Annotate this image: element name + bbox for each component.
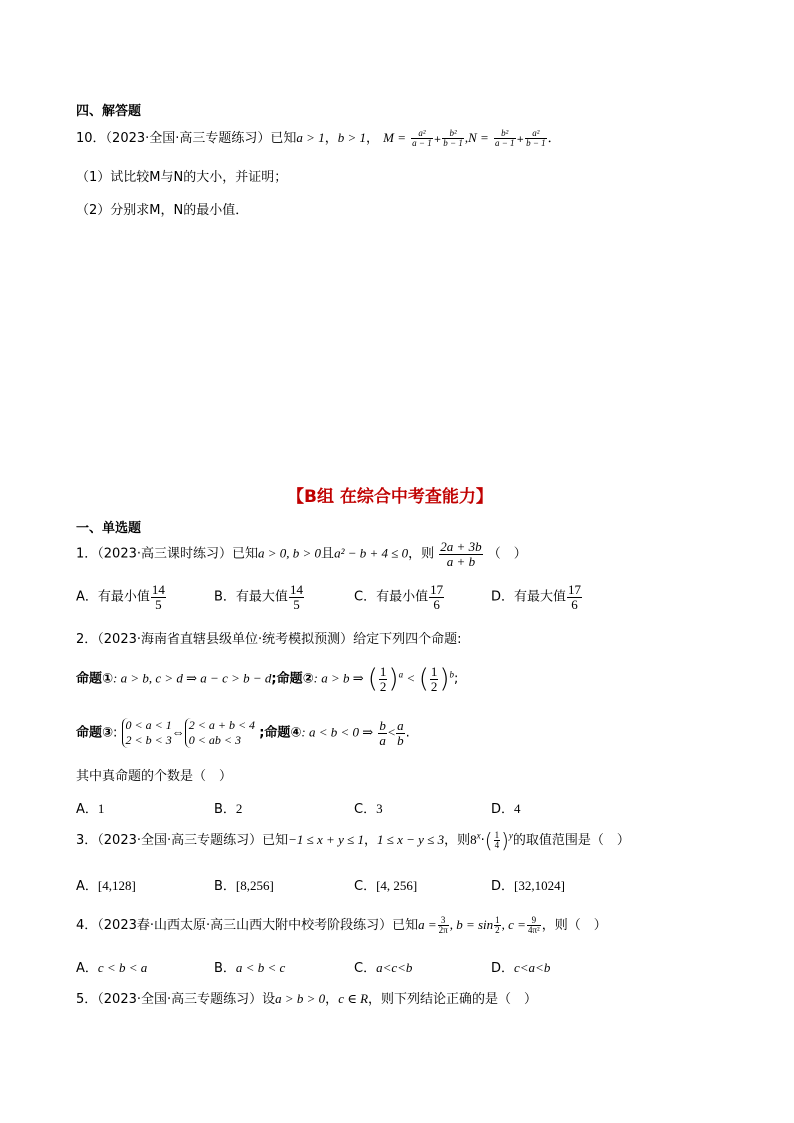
q10-n-frac-2 [525,129,547,149]
base-8: 8 [470,832,477,847]
q4-option-d [491,957,550,976]
frac-num: 9 [527,916,541,926]
frac-num: 14 [151,582,165,597]
section-4-title: 四、解答题 [76,104,142,119]
frac-num: a² [411,129,433,139]
option-text: [8,256] [235,878,274,893]
q5-c-in-r: c ∈ R [338,991,369,1006]
left-paren: ( [367,664,378,695]
option-fraction [289,583,304,611]
q4-a-eq: a = [418,917,437,932]
option-letter: B． [214,589,236,605]
colon: : [113,725,118,741]
frac-den: 2 [430,678,438,694]
q2-propositions-3-4 [76,718,410,748]
frac-den: a + b [446,553,476,569]
q10-comma: , [464,130,469,145]
frac-num: 14 [289,582,303,597]
q2-option-b [214,798,242,817]
frac-num: 1 [379,664,387,679]
q4-c-fraction [527,916,541,936]
frac-num: 1 [494,829,500,840]
frac-den: b − 1 [443,138,463,148]
option-letter: A． [76,961,98,976]
q1-prefix: 1．（2023·高三课时练习）已知 [76,546,258,562]
proposition-4-body: : a < b < 0 ⇒ [301,724,374,740]
q4-b-eq: , b = sin [449,917,494,932]
q10-part-1: （1）试比较M与N的大小，并证明； [76,170,288,185]
q10-cond-a: a > 1 [296,130,325,145]
proposition-4-label: ;命题④ [259,725,302,741]
b-over-a [378,719,387,747]
q3-option-a [76,875,136,894]
option-letter: C． [354,961,377,976]
frac-den: a [379,732,386,748]
frac-num: 17 [430,582,444,597]
option-letter: B． [214,802,236,817]
q4-b-fraction [494,916,501,936]
half-fraction [379,665,388,693]
frac-den: a − 1 [412,138,432,148]
plus-sign: + [433,135,442,145]
frac-den: 6 [571,596,578,612]
option-letter: A． [76,802,98,817]
system-line: 0 < ab < 3 [188,733,241,747]
option-letter: C． [354,589,377,605]
q5-tail: ，则下列结论正确的是（ ） [368,992,538,1007]
question-4 [76,914,607,935]
q10-cond-b: b > 1 [337,130,366,145]
less-than: < [407,670,415,686]
q1-and: 且 [321,546,335,562]
option-text: 1 [97,801,105,816]
q10-part-2: （2）分别求M，N的最小值． [76,203,249,218]
frac-den: 6 [433,596,440,612]
right-paren: ) [501,828,509,853]
q10-period: ． [547,131,561,146]
q3-option-d [491,875,565,894]
frac-num: 3 [438,916,449,926]
option-letter: C． [354,879,377,894]
option-text: 4 [514,801,521,816]
proposition-2-body: : a > b ⇒ [313,670,364,686]
frac-den: 2π [438,925,448,935]
q1-inequality: a² − b + 4 ≤ 0 [334,545,409,561]
option-letter: D． [491,961,515,976]
q3-condition-2: 1 ≤ x − y ≤ 3 [377,832,445,847]
option-letter: B． [214,879,236,894]
option-letter: A． [76,879,98,894]
frac-den: 2 [495,925,500,935]
frac-den: 4π² [527,925,540,935]
q2-option-d [491,798,521,817]
frac-den: b − 1 [526,138,546,148]
q3-option-b [214,875,274,894]
iff-symbol: ⇔ [171,724,185,740]
left-paren: ( [484,828,493,853]
q1-condition: a > 0, b > 0 [258,545,322,561]
option-text: [4, 256] [376,878,418,893]
system-line: 2 < a + b < 4 [188,718,256,732]
q10-comma: ， [324,131,338,146]
q1-option-b [214,583,305,611]
option-text: a < b < c [235,960,286,975]
section-1-title: 一、单选题 [76,521,142,536]
q2-option-a [76,798,104,817]
frac-num: a [397,717,404,733]
q1-then: ，则 [408,546,435,562]
frac-num: b² [442,129,464,139]
q10-known: 已知 [270,131,297,146]
option-text: 有最小值 [97,589,150,605]
frac-num: a² [525,129,547,139]
option-text: [32,1024] [514,878,565,893]
group-b-title: 【B组 在综合中考查能力】 [287,487,493,507]
option-text: 有最大值 [235,589,288,605]
frac-den: 4 [494,840,500,850]
q10-n-label: N = [468,130,489,145]
q5-condition: a > b > 0 [275,991,326,1006]
q10-m-frac-1 [411,129,433,149]
option-text: 2 [235,801,243,816]
proposition-1-body: : a > b, c > d ⇒ a − c > b − d [113,670,272,686]
q3-option-c [354,875,417,894]
left-paren: ( [418,664,429,695]
option-fraction [567,583,582,611]
frac-den: 5 [155,596,162,612]
exponent-y: y [508,830,513,841]
option-text: 有最大值 [514,589,567,605]
option-letter: C． [354,802,377,817]
option-letter: B． [214,961,236,976]
question-2: 2．（2023·海南省直辖县级单位·统考模拟预测）给定下列四个命题: [76,632,462,647]
dot: · [480,833,485,848]
quarter-fraction [494,831,501,851]
frac-num: 2a + 3b [440,539,482,554]
system-line: 2 < b < 3 [125,733,172,747]
q2-question: 其中真命题的个数是（ ） [76,769,233,784]
system-2 [185,718,255,748]
q2-propositions-1-2 [76,665,458,693]
half-fraction [430,665,439,693]
option-fraction [151,583,166,611]
frac-num: 1 [430,664,438,679]
semicolon: ; [454,671,459,687]
option-letter: D． [491,879,515,894]
option-text: c<a<b [514,960,551,975]
option-text: c < b < a [97,960,148,975]
option-fraction [429,583,444,611]
q10-m-label: M = [383,130,407,145]
q1-fraction [439,540,482,568]
option-text: a<c<b [376,960,413,975]
q4-prefix: 4．（2023春·山西太原·高三山西大附中校考阶段练习）已知 [76,918,419,933]
frac-den: 2 [379,678,387,694]
exponent-b: b [449,669,454,680]
question-1 [76,540,527,568]
exponent-x: x [476,830,481,841]
option-text: [4,128] [97,878,136,893]
proposition-1-label: 命题① [76,671,114,687]
q4-option-a [76,957,147,976]
system-line: 0 < a < 1 [125,718,172,732]
q10-source: （2023·全国·高三专题练习） [105,131,271,146]
question-5 [76,988,537,1007]
frac-num: b² [494,129,516,139]
question-3 [76,829,630,851]
option-letter: D． [491,802,515,817]
q3-tail: 的取值范围是（ ） [512,833,630,848]
less-than: < [387,724,396,740]
comma: ， [363,833,377,848]
q2-option-c [354,798,383,817]
q3-then: ，则 [444,833,471,848]
q4-tail: ，则（ ） [541,918,607,933]
comma: ， [325,992,339,1007]
q10-m-frac-2 [442,129,464,149]
frac-den: a − 1 [494,138,515,148]
q5-prefix: 5．（2023·全国·高三专题练习）设 [76,992,276,1007]
frac-num: 1 [495,914,500,925]
frac-num: 17 [568,582,582,597]
frac-den: 5 [293,596,300,612]
q3-prefix: 3．（2023·全国·高三专题练习）已知 [76,833,289,848]
q4-option-b [214,957,285,976]
option-text: 有最小值 [376,589,429,605]
option-letter: A． [76,589,98,605]
period: . [405,725,410,741]
q1-option-c [354,583,445,611]
q10-comma: ， [366,131,380,146]
plus-sign: + [516,135,525,145]
q4-option-c [354,957,412,976]
question-10 [76,127,561,148]
right-paren: ) [439,664,450,695]
proposition-2-label: ;命题② [271,671,314,687]
q3-condition-1: −1 ≤ x + y ≤ 1 [288,832,364,847]
q10-n-frac-1 [494,129,516,149]
frac-den: b [397,732,404,748]
option-text: 3 [376,801,383,816]
q4-a-fraction [438,916,449,936]
q1-answer-blank: （ ） [487,546,527,562]
proposition-3-label: 命题③ [76,725,114,741]
option-letter: D． [491,589,515,605]
q1-option-d [491,583,583,611]
right-paren: ) [388,664,399,695]
q1-option-a [76,583,167,611]
exponent-a: a [398,669,404,680]
system-1 [122,718,172,748]
q10-number: 10． [76,131,106,146]
a-over-b [396,719,405,747]
q4-c-eq: , c = [501,917,526,932]
frac-num: b [379,717,386,733]
